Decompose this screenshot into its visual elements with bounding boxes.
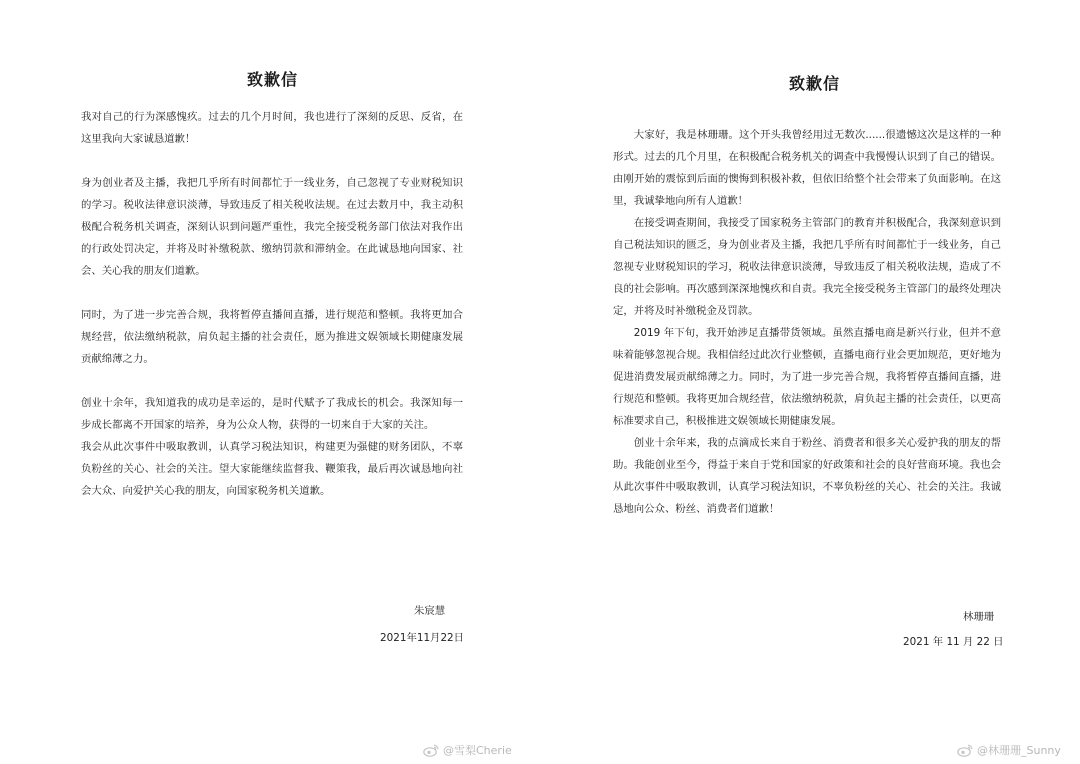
signature-date: 2021 年 11 月 22 日	[903, 636, 1004, 648]
letter-paragraph: 2019 年下旬，我开始涉足直播带货领域。虽然直播电商是新兴行业，但并不意味着能够忽视合规。我相信经过此次行业整顿，直播电商行业会更加规范，更好地为促进消费发展贡献绵薄之力。同时，为了进一步完善合规，我将暂停直播间直播，进行规范和整顿。我将更加合规经营，依法缴纳税款，肩负起主播的社会责任，以更高标准要求自己，积极推进文娱领域长期健康发展。	[613, 327, 1001, 427]
signature-date: 2021年11月22日	[380, 632, 465, 644]
watermark-handle: @雪梨Cherie	[443, 744, 512, 757]
weibo-watermark	[423, 742, 512, 758]
letter-body	[81, 106, 463, 502]
letter-paragraph: 我对自己的行为深感愧疚。过去的几个月时间，我也进行了深刻的反思、反省，在这里我向大家诚恳道歉！	[81, 111, 463, 145]
letter-body	[613, 124, 1001, 520]
letter-paragraph: 同时，为了进一步完善合规，我将暂停直播间直播，进行规范和整顿。我将更加合规经营，依法缴纳税款，肩负起主播的社会责任，愿为推进文娱领域长期健康发展贡献绵薄之力。	[81, 309, 463, 365]
letter-paragraph: 在接受调查期间，我接受了国家税务主管部门的教育并积极配合，我深刻意识到自己税法知识的匮乏，身为创业者及主播，我把几乎所有时间都忙于一线业务，自己忽视专业财税知识的学习，税收法律意识淡薄，导致违反了相关税收法规，造成了不良的社会影响。再次感到深深地愧疚和自责。我完全接受税务主管部门的最终处理决定，并将及时补缴税金及罚款。	[613, 217, 1001, 317]
signature-name: 朱宸慧	[414, 605, 446, 617]
weibo-watermark	[957, 742, 1061, 758]
letter-paragraph: 我会从此次事件中吸取教训，认真学习税法知识，构建更为强健的财务团队，不辜负粉丝的关心、社会的关注。望大家能继续监督我、鞭策我，最后再次诚恳地向社会大众、向爱护关心我的朋友，向国家税务机关道歉。	[81, 441, 463, 497]
apology-letter-right	[540, 0, 1080, 764]
weibo-icon	[423, 744, 439, 757]
weibo-icon	[957, 744, 973, 757]
watermark-handle: @林珊珊_Sunny	[977, 744, 1061, 757]
letter-title: 致歉信	[789, 74, 841, 93]
letter-paragraph: 大家好，我是林珊珊。这个开头我曾经用过无数次......很遗憾这次是这样的一种形式。过去的几个月里，在积极配合税务机关的调查中我慢慢认识到了自己的错误。由刚开始的震惊到后面的懊悔到积极补救，但依旧给整个社会带来了负面影响。在这里，我诚挚地向所有人道歉！	[613, 129, 1001, 207]
letter-paragraph: 创业十余年来，我的点滴成长来自于粉丝、消费者和很多关心爱护我的朋友的帮助。我能创业至今，得益于来自于党和国家的好政策和社会的良好营商环境。我也会从此次事件中吸取教训，认真学习税法知识，不辜负粉丝的关心、社会的关注。我诚恳地向公众、粉丝、消费者们道歉！	[613, 437, 1001, 515]
letter-title: 致歉信	[247, 70, 299, 89]
signature-name: 林珊珊	[963, 611, 995, 623]
letter-paragraph: 创业十余年，我知道我的成功是幸运的，是时代赋予了我成长的机会。我深知每一步成长都离不开国家的培养，身为公众人物，获得的一切来自于大家的关注。	[81, 397, 463, 431]
letter-paragraph: 身为创业者及主播，我把几乎所有时间都忙于一线业务，自己忽视了专业财税知识的学习。税收法律意识淡薄，导致违反了相关税收法规。在过去数月中，我主动积极配合税务机关调查，深刻认识到问题严重性，我完全接受税务部门依法对我作出的行政处罚决定，并将及时补缴税款、缴纳罚款和滞纳金。在此诚恳地向国家、社会、关心我的朋友们道歉。	[81, 177, 463, 277]
